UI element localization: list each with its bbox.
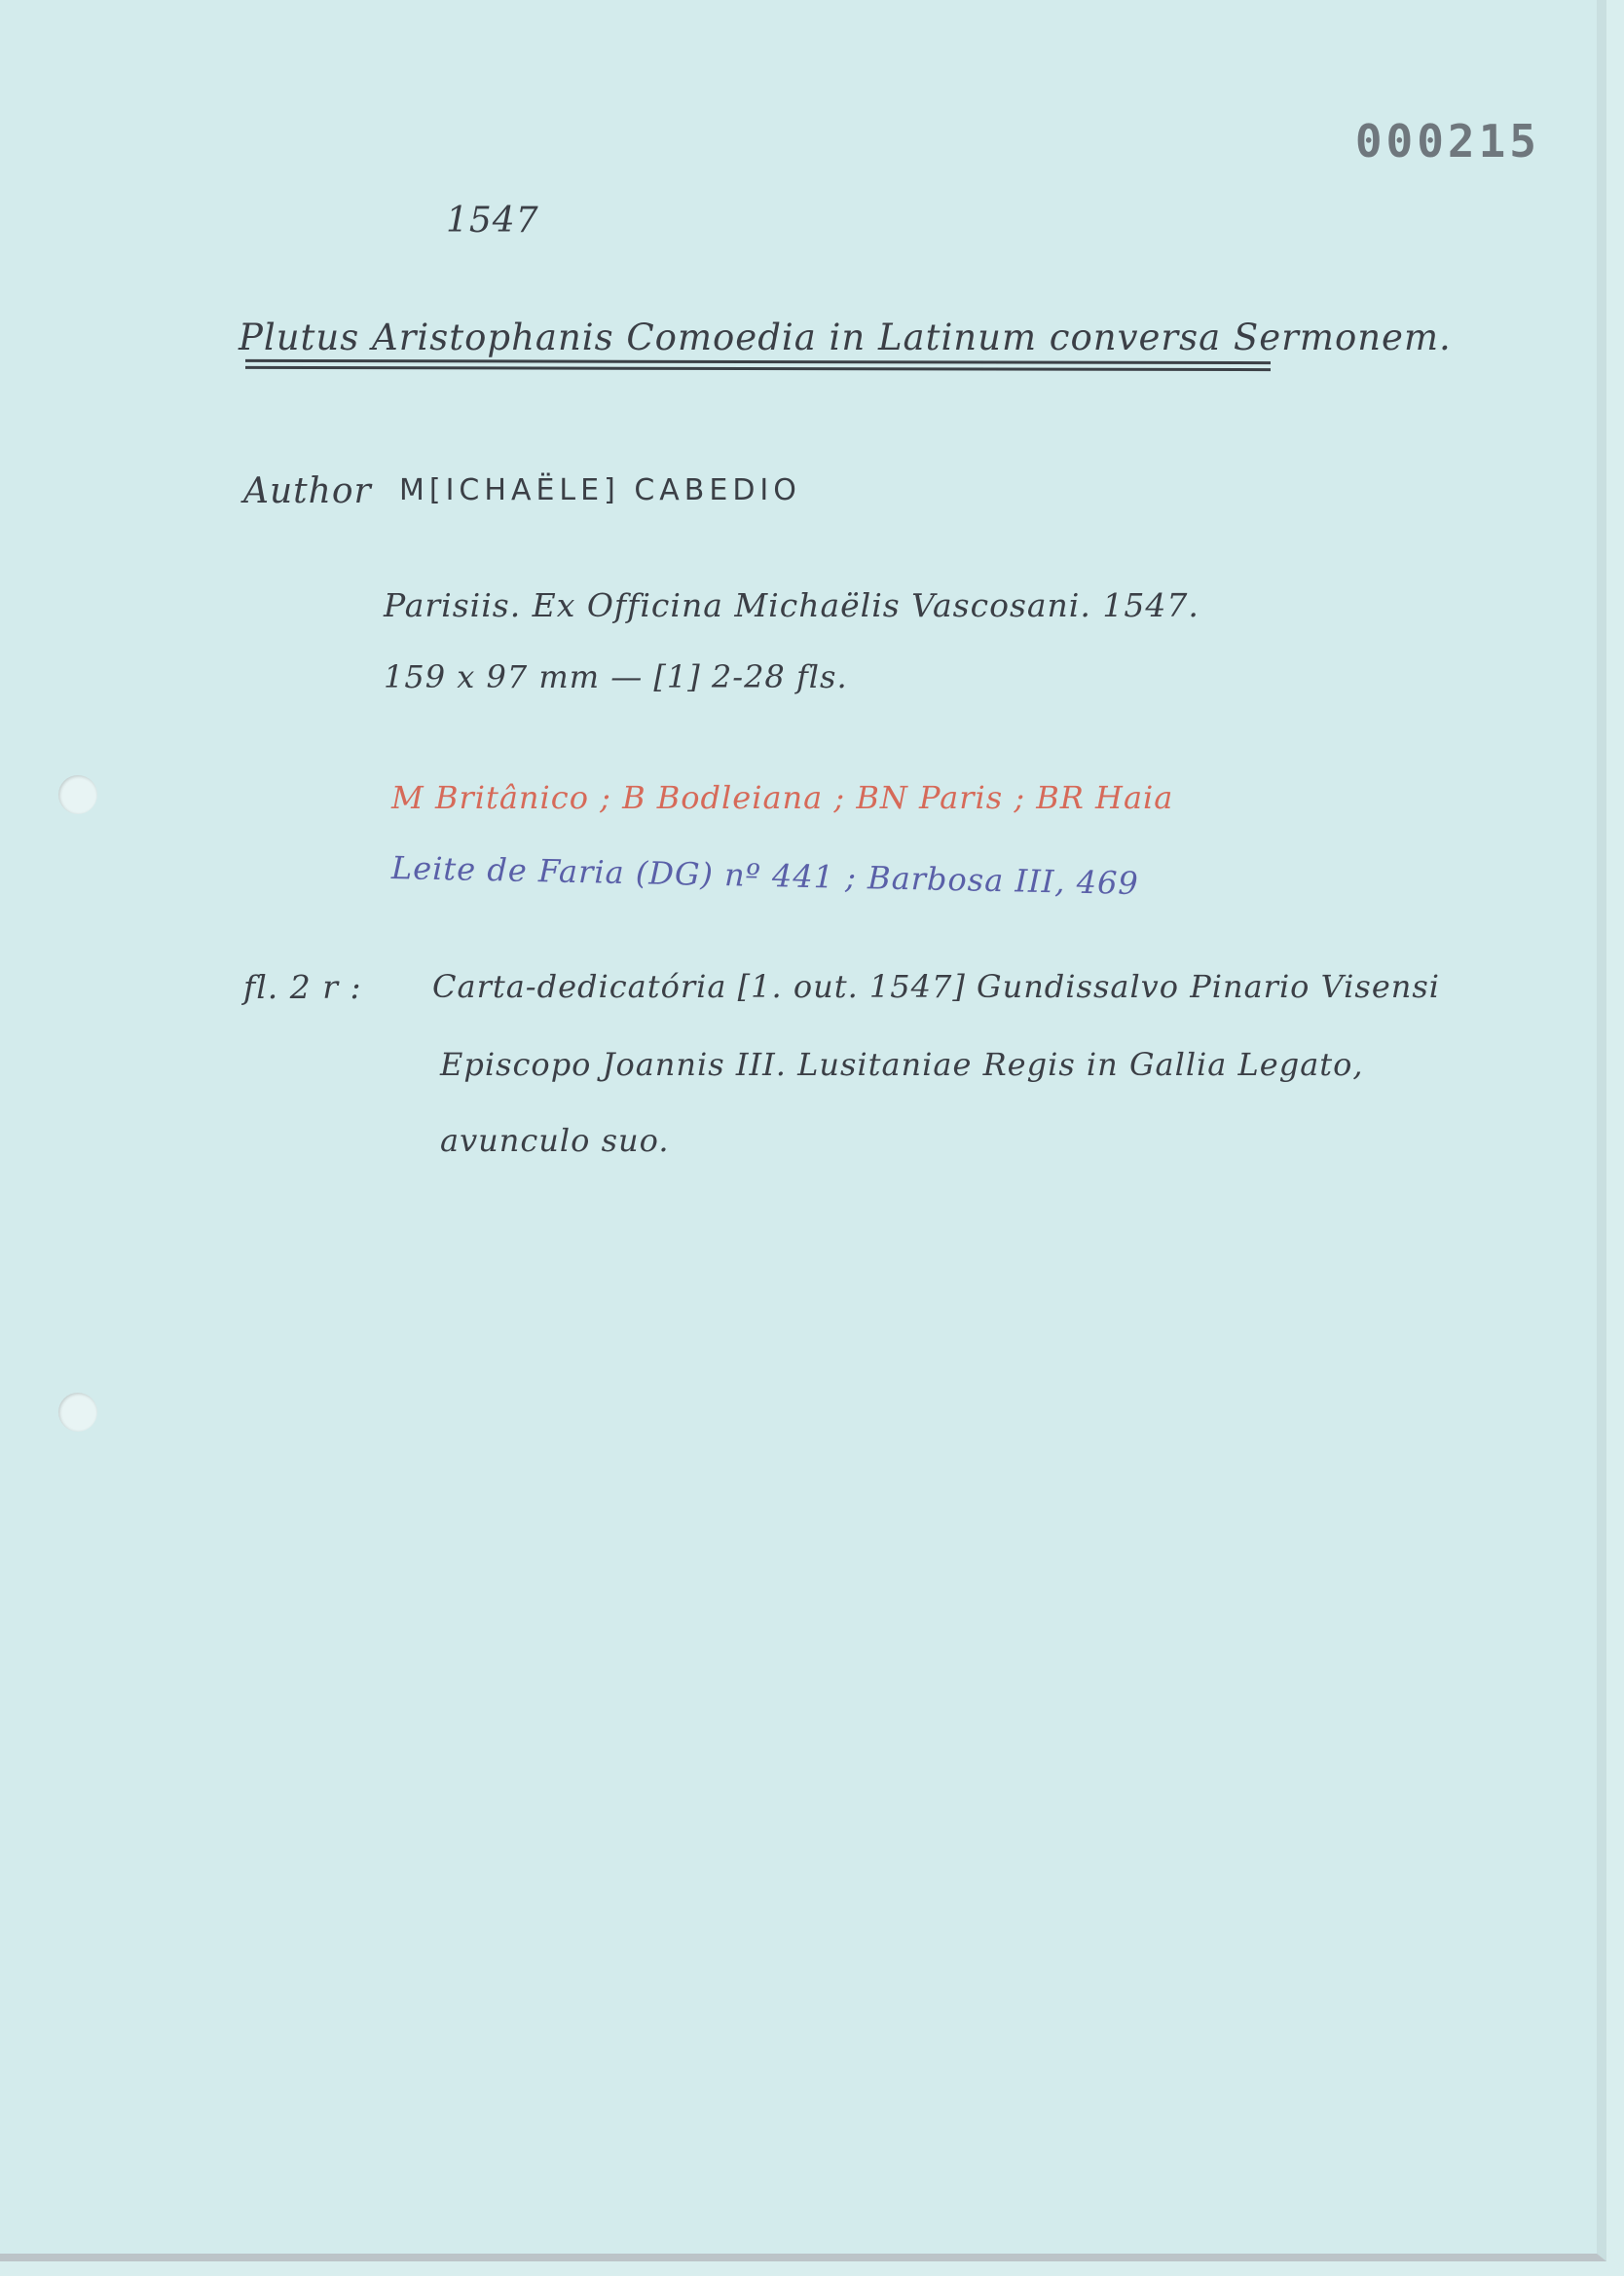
dedication-line-1: Carta-dedicatória [1. out. 1547] Gundissalvo Pinario Visensi: [432, 968, 1441, 1005]
imprint-line: Parisiis. Ex Officina Michaëlis Vascosani. 1547.: [384, 586, 1200, 624]
stamp-number: 000215: [1354, 115, 1540, 168]
punch-hole: [58, 1393, 97, 1432]
dedication-line-3: avunculo suo.: [440, 1122, 670, 1159]
book-title: Plutus Aristophanis Comoedia in Latinum conversa Sermonem.: [239, 317, 1452, 358]
dedication-line-2: Episcopo Joannis III. Lusitaniae Regis in Gallia Legato,: [440, 1046, 1364, 1083]
holdings-libraries: M Britânico ; B Bodleiana ; BN Paris ; BR Haia: [391, 779, 1174, 816]
author-name: M[ICHAËLE] CABEDIO: [399, 473, 801, 507]
format-line: 159 x 97 mm — [1] 2-28 fls.: [384, 658, 848, 695]
year-heading: 1547: [446, 201, 539, 241]
punch-hole: [58, 775, 97, 814]
folio-label: fl. 2 r :: [243, 968, 362, 1006]
author-label: Author: [243, 471, 372, 511]
title-double-underline: [245, 359, 1271, 371]
bibliography-references: Leite de Faria (DG) nº 441 ; Barbosa III, 469: [390, 849, 1140, 903]
